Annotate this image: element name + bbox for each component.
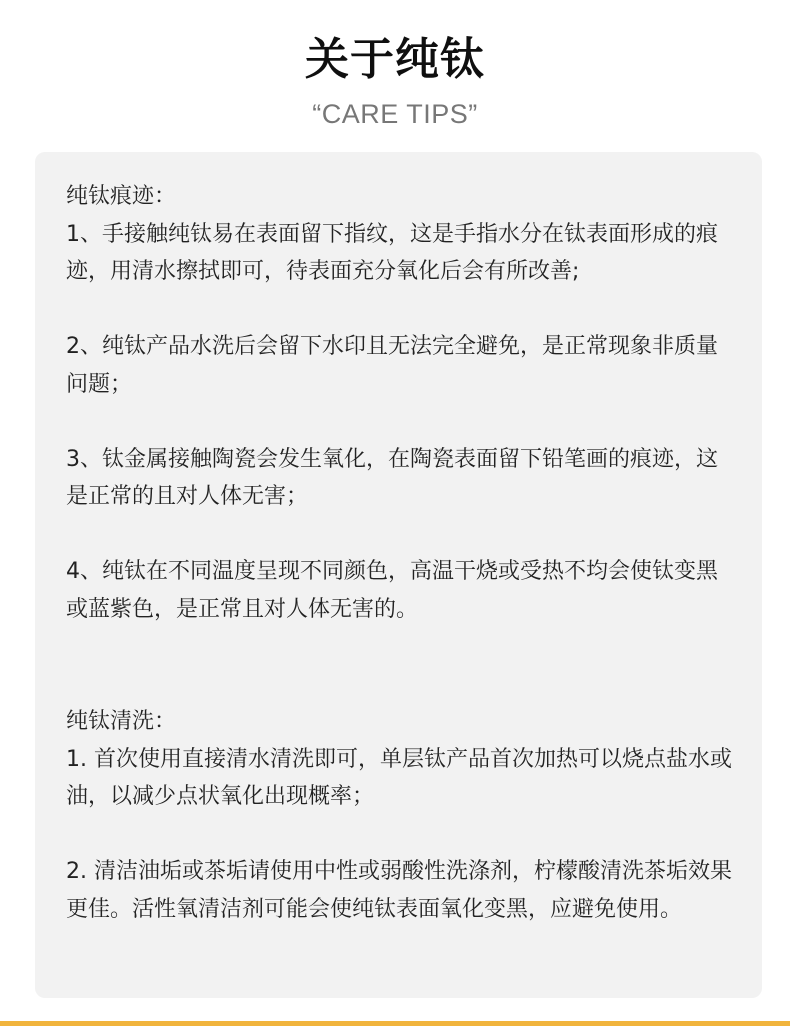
- marks-section-heading: 纯钛痕迹：: [66, 184, 177, 209]
- cleaning-section-heading: 纯钛清洗：: [66, 709, 177, 734]
- cleaning-item-1: 1. 首次使用直接清水清洗即可，单层钛产品首次加热可以烧点盐水或油，以减少点状氧化出现概率；: [66, 746, 732, 809]
- spacer: [66, 816, 736, 854]
- marks-item-1: 1、手接触纯钛易在表面留下指纹，这是手指水分在钛表面形成的痕迹，用清水擦拭即可，待表面充分氧化后会有所改善;: [66, 221, 718, 284]
- marks-item-3: 3、钛金属接触陶瓷会发生氧化，在陶瓷表面留下铅笔画的痕迹，这是正常的且对人体无害；: [66, 446, 718, 509]
- bottom-accent-bar: [0, 1021, 790, 1026]
- page-subtitle: “CARE TIPS”: [312, 99, 478, 129]
- marks-item-4: 4、纯钛在不同温度呈现不同颜色，高温干烧或受热不均会使钛变黑或蓝紫色，是正常且对人体无害的。: [66, 559, 718, 622]
- cleaning-item-2: 2. 清洁油垢或茶垢请使用中性或弱酸性洗涤剂，柠檬酸清洗茶垢效果更佳。活性氧清洁剂可能会使纯钛表面氧化变黑，应避免使用。: [66, 859, 732, 922]
- marks-item-2: 2、纯钛产品水洗后会留下水印且无法完全避免，是正常现象非质量问题；: [66, 334, 718, 397]
- spacer: [66, 628, 736, 703]
- spacer: [66, 516, 736, 554]
- spacer: [66, 291, 736, 329]
- spacer: [66, 403, 736, 441]
- page-title: 关于纯钛: [305, 34, 485, 85]
- care-tips-content: [66, 178, 736, 928]
